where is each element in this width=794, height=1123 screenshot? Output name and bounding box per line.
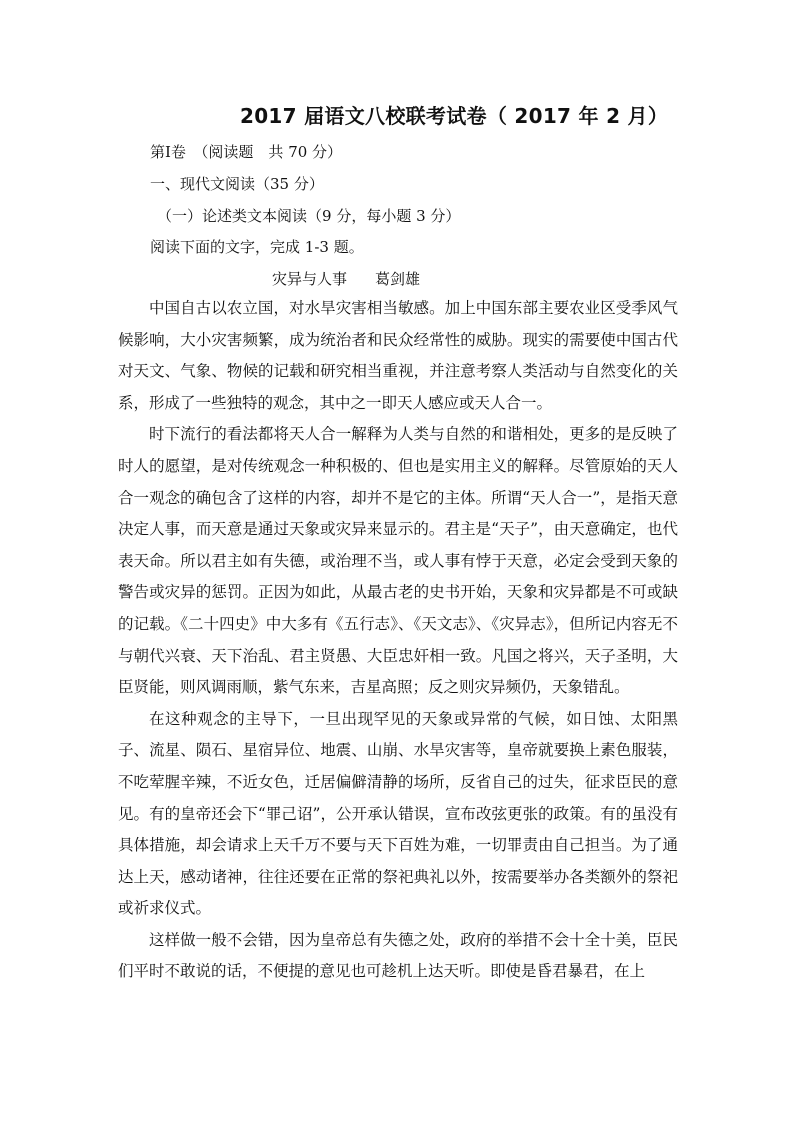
part-title: 一、现代文阅读（35 分） [150,175,324,193]
paragraph-4: 这样做一般不会错，因为皇帝总有失德之处，政府的举措不会十全十美，臣民们平时不敢说的话，不便提的意见也可趁机上达天听。即使是昏君暴君，在上 [118,930,678,981]
subpart-title: （一）论述类文本阅读（9 分，每小题 3 分） [157,207,461,225]
article-body [118,293,678,988]
section-title: 第Ⅰ卷 （阅读题 共 70 分） [150,143,343,161]
exam-title: 2017 届语文八校联考试卷（ 2017 年 2 月） [240,104,669,128]
article-title: 灾异与人事 [272,270,348,288]
reading-instruction: 阅读下面的文字，完成 1-3 题。 [150,238,364,256]
article-author: 葛剑雄 [375,270,421,288]
article-heading [272,268,420,289]
paragraph-1: 中国自古以农立国，对水旱灾害相当敏感。加上中国东部主要农业区受季风气候影响，大小灾害频繁，成为统治者和民众经常性的威胁。现实的需要使中国古代对天文、气象、物候的记载和研究相当重视，并注意考察人类活动与自然变化的关系，形成了一些独特的观念，其中之一即天人感应或天人合一。 [118,299,678,412]
paragraph-2: 时下流行的看法都将天人合一解释为人类与自然的和谐相处，更多的是反映了时人的愿望，是对传统观念一种积极的、但也是实用主义的解释。尽管原始的天人合一观念的确包含了这样的内容，却并不是它的主体。所谓“天人合一”，是指天意决定人事，而天意是通过天象或灾异来显示的。君主是“天子”，由天意确定，也代表天命。所以君主如有失德，或治理不当，或人事有悖于天意，必定会受到天象的警告或灾异的惩罚。正因为如此，从最古老的史书开始，天象和灾异都是不可或缺的记载。《二十四史》中大多有《五行志》、《天文志》、《灾异志》，但所记内容无不与朝代兴衰、天下治乱、君主贤愚、大臣忠奸相一致。凡国之将兴，天子圣明，大臣贤能，则风调雨顺，紫气东来，吉星高照；反之则灾异频仍，天象错乱。 [118,425,678,697]
paragraph-3: 在这种观念的主导下，一旦出现罕见的天象或异常的气候，如日蚀、太阳黑子、流星、陨石、星宿异位、地震、山崩、水旱灾害等，皇帝就要换上素色服装，不吃荤腥辛辣，不近女色，迁居偏僻清静的场所，反省自己的过失，征求臣民的意见。有的皇帝还会下“罪己诏”，公开承认错误，宣布改弦更张的政策。有的虽没有具体措施，却会请求上天千万不要与天下百姓为难，一切罪责由自己担当。为了通达上天，感动诸神，往往还要在正常的祭祀典礼以外，按需要举办各类额外的祭祀或祈求仪式。 [118,709,678,918]
